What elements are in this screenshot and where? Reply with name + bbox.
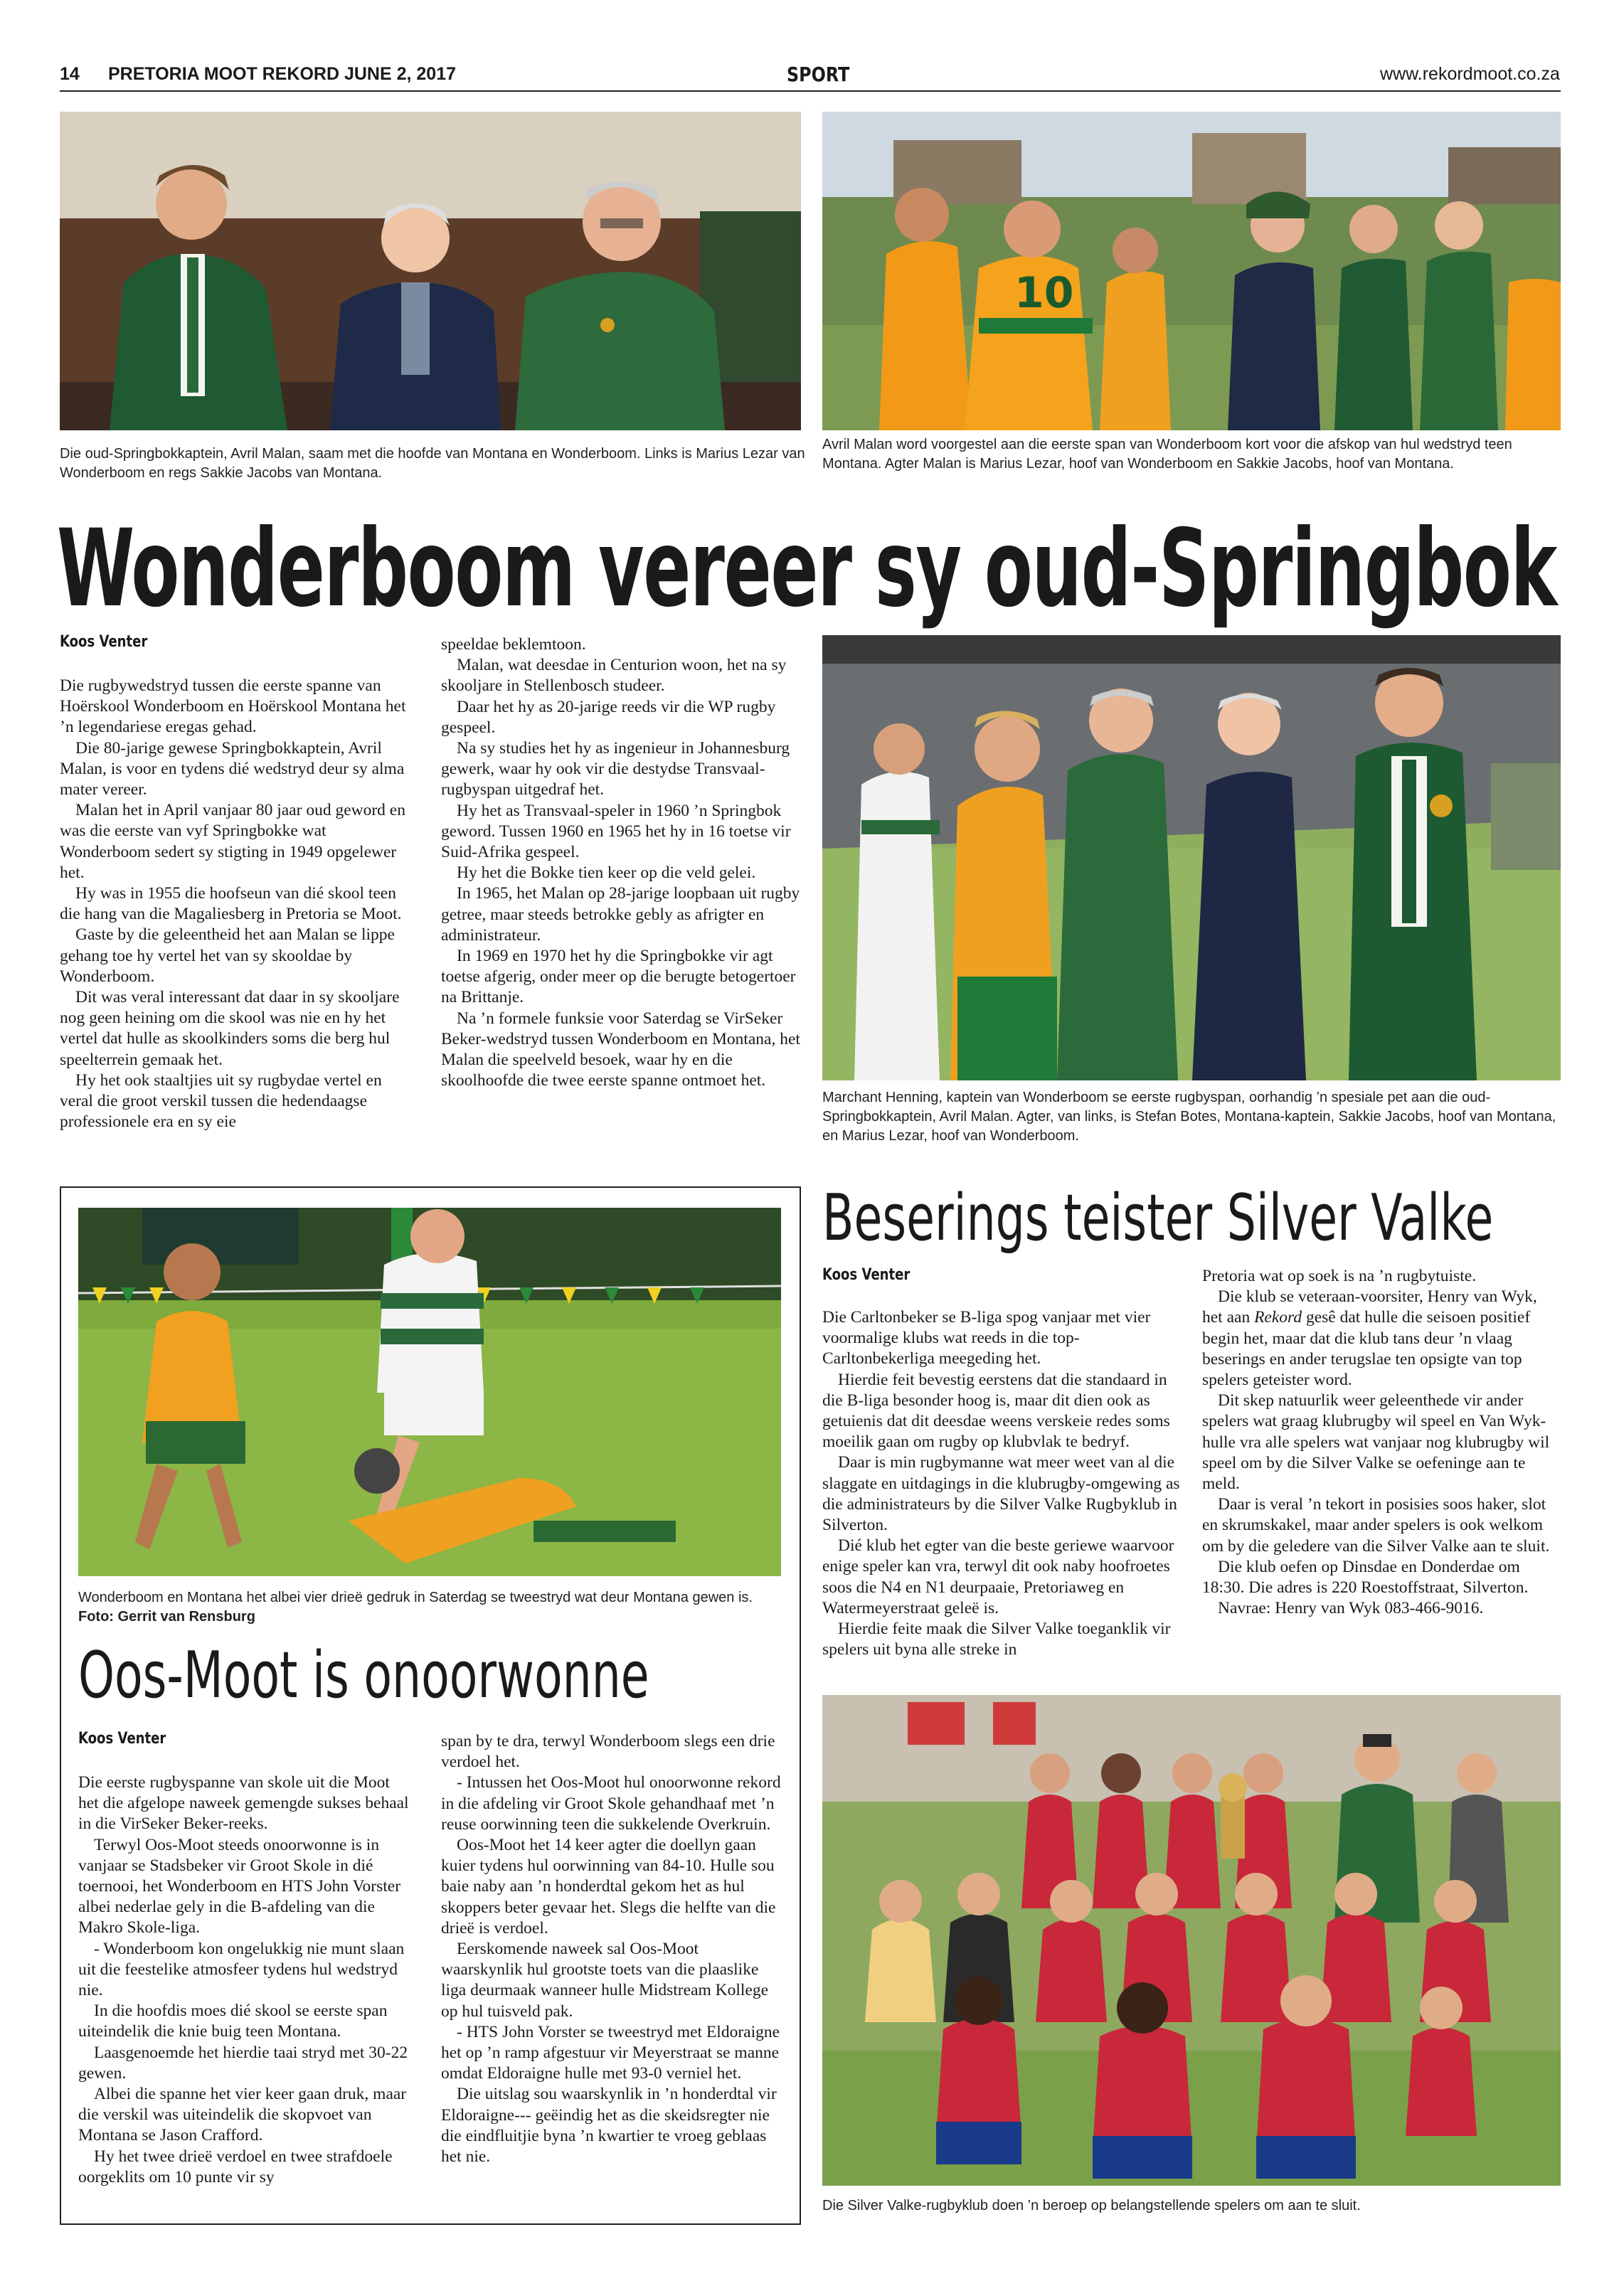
publication-name-italic: Rekord (1254, 1308, 1302, 1327)
paragraph: Daar is veral ’n tekort in posisies soos haker, slot en skrumskakel, maar ander spelers is ook welkom om by die geledere van die Silver Valke aan te sluit. (1202, 1495, 1550, 1556)
story2-headline: Oos-Moot is onoorwonne (78, 1638, 649, 1713)
section-label: SPORT (787, 63, 850, 86)
paragraph: Pretoria wat op soek is na ’n rugbytuiste. (1202, 1267, 1477, 1285)
paragraph: Dié klub het egter van die beste geriewe waarvoor enige speler kan vra, terwyl dit ook naby hoofroetes soos die N4 en N1 deurpaaie, Pretoriaweg en Watermeyerstraat geleë is. (822, 1536, 1174, 1617)
paragraph: Na ’n formele funksie voor Saterdag se VirSeker Beker-wedstryd tussen Wonderboom en Montana, het Malan die speelveld besoek, waar hy en die skoolhoofde die twee eerste spanne ontmoet het. (441, 1009, 800, 1090)
story3-column-1 (822, 1307, 1182, 1660)
paragraph: Laasgenoemde het hierdie taai stryd met 30-22 gewen. (78, 2043, 408, 2083)
paragraph: Hy het as Transvaal-speler in 1960 ’n Springbok geword. Tussen 1960 en 1965 het hy in 16 toetse vir Suid-Afrika gespeel. (441, 801, 791, 862)
paragraph: Hy het ook staaltjies uit sy rugbydae vertel en veral die groot verskil tussen die hedendaagse professionele era en sy eie (60, 1070, 382, 1132)
paragraph: Na sy studies het hy as ingenieur in Johannesburg gewerk, waar hy ook vir die destydse Transvaal-rugbyspan uitgedraf het. (441, 739, 790, 799)
paragraph: In die hoofdis moes dié skool se eerste span uiteindelik die knie buig teen Montana. (78, 2002, 388, 2041)
paragraph: Die rugbywedstryd tussen die eerste spanne van Hoërskool Wonderboom en Hoërskool Montana het ’n legendariese eregas gehad. (60, 676, 406, 737)
paragraph: Die Carltonbeker se B-liga spog vanjaar met vier voormalige klubs wat reeds in die top-Carltonbekerliga meegeding het. (822, 1308, 1151, 1368)
paragraph: Hy het twee drieë verdoel en twee strafdoele oorgeklits om 10 punte vir sy (78, 2147, 393, 2186)
paragraph: Malan, wat deesdae in Centurion woon, het na sy skooljare in Stellenbosch studeer. (441, 656, 787, 696)
photo-4-caption-text: Wonderboom en Montana het albei vier drieë gedruk in Saterdag se tweestryd wat deur Montana gewen is. (78, 1590, 753, 1605)
header-rule (60, 90, 1561, 92)
paragraph: Hy was in 1955 die hoofseun van dié skool teen die hang van die Magaliesberg in Pretoria se Moot. (60, 884, 402, 924)
story3-column-2 (1202, 1266, 1561, 1619)
paragraph: In 1965, het Malan op 28-jarige loopbaan uit rugby getree, maar steeds betrokke gebly as afrigter en administrateur. (441, 884, 800, 945)
paragraph: Eerskomende naweek sal Oos-Moot waarskynlik hul grootste toets van die plaaslike liga deurmaak wanneer hulle Midstream Kollege op hul tuisveld pak. (441, 1940, 769, 2021)
paragraph: Dit skep natuurlik weer geleenthede vir ander spelers wat graag klubrugby wil speel en Van Wyk-hulle vra alle spelers wat vanjaar nog klubrugby wil speel om by die Silver Valke se oefeninge aan te meld. (1202, 1391, 1550, 1494)
paragraph: Daar het hy as 20-jarige reeds vir die WP rugby gespeel. (441, 697, 776, 737)
story1-byline: Koos Venter (60, 633, 148, 651)
paragraph: Oos-Moot het 14 keer agter die doellyn gaan kuier tydens hul oorwinning van 84-10. Hulle sou baie naby aan ’n honderdtal gekom het as hul skoppers beter gevaar het. Slegs die helfte van die drieë is verdoel. (441, 1836, 776, 1938)
website-link[interactable]: www.rekordmoot.co.za (1380, 64, 1560, 84)
photo-4-caption (78, 1588, 782, 1627)
paragraph: Die 80-jarige gewese Springbokkaptein, Avril Malan, is voor en tydens dié wedstryd deur sy alma mater vereer. (60, 738, 405, 799)
photo-1-caption: Die oud-Springbokkaptein, Avril Malan, saam met die hoofde van Montana en Wonderboom. Links is Marius Lezar van Wonderboom en regs Sakkie Jacobs van Montana. (60, 446, 805, 481)
paragraph: - HTS John Vorster se tweestryd met Eldoraigne het op ’n ramp afgestuur vir Meyerstraat se manne omdat Eldoraigne hulle met 93-0 verniel het. (441, 2022, 780, 2083)
page-number: 14 (60, 64, 80, 84)
paragraph: Albei die spanne het vier keer gaan druk, maar die verskil was uiteindelik die skopvoet van Montana se Jason Crafford. (78, 2085, 407, 2145)
paragraph: Dit was veral interessant dat daar in sy skooljare nog geen heining om die skool was nie en hy het vertel dat hulle as skoolkinders soms die berg hul speelterrein gemaak het. (60, 988, 400, 1069)
story3-byline: Koos Venter (822, 1266, 911, 1284)
photo-cap-presentation (822, 635, 1561, 1080)
photo-4-credit: Foto: Gerrit van Rensburg (78, 1609, 255, 1625)
story2-column-2 (441, 1731, 782, 2167)
story1-column-1 (60, 676, 415, 1132)
paragraph: speeldae beklemtoon. (441, 635, 586, 654)
photo-3-caption: Marchant Henning, kaptein van Wonderboom se eerste rugbyspan, oorhandig ’n spesiale pet aan die oud-Springbokkaptein, Avril Malan. Agter, van links, is Stefan Botes, Montana-kaptein, Sakkie Jacobs, hoof van Montana, en Marius Lezar, hoof van Wonderboom. (822, 1090, 1556, 1144)
paragraph: Hierdie feite maak die Silver Valke toeganklik vir spelers uit byna alle streke in (822, 1620, 1171, 1659)
story1-headline: Wonderboom vereer sy oud-Springbok (57, 507, 1557, 631)
photo-2-caption: Avril Malan word voorgestel aan die eerste span van Wonderboom kort voor die afskop van hul wedstryd teen Montana. Agter Malan is Marius Lezar, hoof van Wonderboom en Sakkie Jacobs, hoof van Montana. (822, 437, 1512, 472)
photo-malan-with-principals (60, 112, 801, 430)
paragraph: Die klub oefen op Dinsdae en Donderdae om 18:30. Die adres is 220 Roestoffstraat, Silverton. (1202, 1557, 1529, 1598)
paragraph: span by te dra, terwyl Wonderboom slegs een drie verdoel het. (441, 1732, 775, 1772)
photo-silver-valke-team (822, 1695, 1561, 2186)
paragraph: Die uitslag sou waarskynlik in ’n honderdtal vir Eldoraigne--- geëindig het as die skeidsregter nie die eindfluitjie byna ’n kwartier te vroeg geblaas het nie. (441, 2085, 777, 2167)
photo-match-action (78, 1208, 781, 1576)
paragraph: Gaste by die geleentheid het aan Malan se lippe gehang toe hy vertel het van sy skooldae by Wonderboom. (60, 925, 395, 986)
paragraph: Terwyl Oos-Moot steeds onoorwonne is in vanjaar se Stadsbeker vir Groot Skole in dié toernooi, het Wonderboom en HTS John Vorster albei nederlae gely in die B-afdeling van die Makro Skole-liga. (78, 1835, 401, 1938)
paragraph: - Wonderboom kon ongelukkig nie munt slaan uit die feestelike atmosfeer tydens hul wedstryd nie. (78, 1939, 405, 2000)
story1-column-2 (441, 634, 804, 1091)
story2-column-1 (78, 1773, 413, 2188)
story3-headline: Beserings teister Silver Valke (822, 1181, 1494, 1255)
paragraph (1202, 1287, 1561, 1391)
photo-5-caption: Die Silver Valke-rugbyklub doen ’n beroep op belangstellende spelers om aan te sluit. (822, 2198, 1361, 2213)
paragraph: Hy het die Bokke tien keer op die veld gelei. (457, 863, 756, 883)
paragraph: Die eerste rugbyspanne van skole uit die Moot het die afgelope naweek gemengde sukses behaal in die VirSeker Beker-reeks. (78, 1773, 409, 1834)
paragraph: In 1969 en 1970 het hy die Springbokke vir agt toetse afgerig, onder meer op die berugte betogertoer na Brittanje. (441, 947, 796, 1007)
story2-byline: Koos Venter (78, 1730, 166, 1748)
paragraph: Malan het in April vanjaar 80 jaar oud geword en was die eerste van vyf Springbokke wat Wonderboom sedert sy stigting in 1949 opgelewer het. (60, 801, 405, 882)
paragraph-text: gesê dat hulle die seisoen positief begin het, maar dat die klub tans deur ’n vlaag beserings en ander terugslae ten opsigte van top spelers geteister word. (1202, 1308, 1531, 1390)
paragraph: Daar is min rugbymanne wat meer weet van al die slaggate en uitdagings in die klubrugby-omgewing as die administrateurs by die Silver Valke Rugbyklub in Silverton. (822, 1453, 1180, 1535)
paragraph-text: Die klub se veteraan-voorsiter, Henry van Wyk, het aan (1202, 1287, 1537, 1327)
photo-malan-meets-team (822, 112, 1561, 430)
paragraph: Navrae: Henry van Wyk 083-466-9016. (1218, 1599, 1484, 1618)
publication-name: PRETORIA MOOT REKORD JUNE 2, 2017 (108, 64, 457, 84)
paragraph: - Intussen het Oos-Moot hul onoorwonne rekord in die afdeling vir Groot Skole gehandhaaf met ’n reuse oorwinning teen die sukkelende Overkruin. (441, 1773, 781, 1834)
paragraph: Hierdie feit bevestig eerstens dat die standaard in die B-liga besonder hoog is, maar dit dien ook as getuienis dat dit deesdae weens verskeie redes soms moeilik gaan om rugby op klubvlak te bedryf. (822, 1370, 1170, 1452)
jersey-number-text: 10 (1014, 268, 1074, 318)
